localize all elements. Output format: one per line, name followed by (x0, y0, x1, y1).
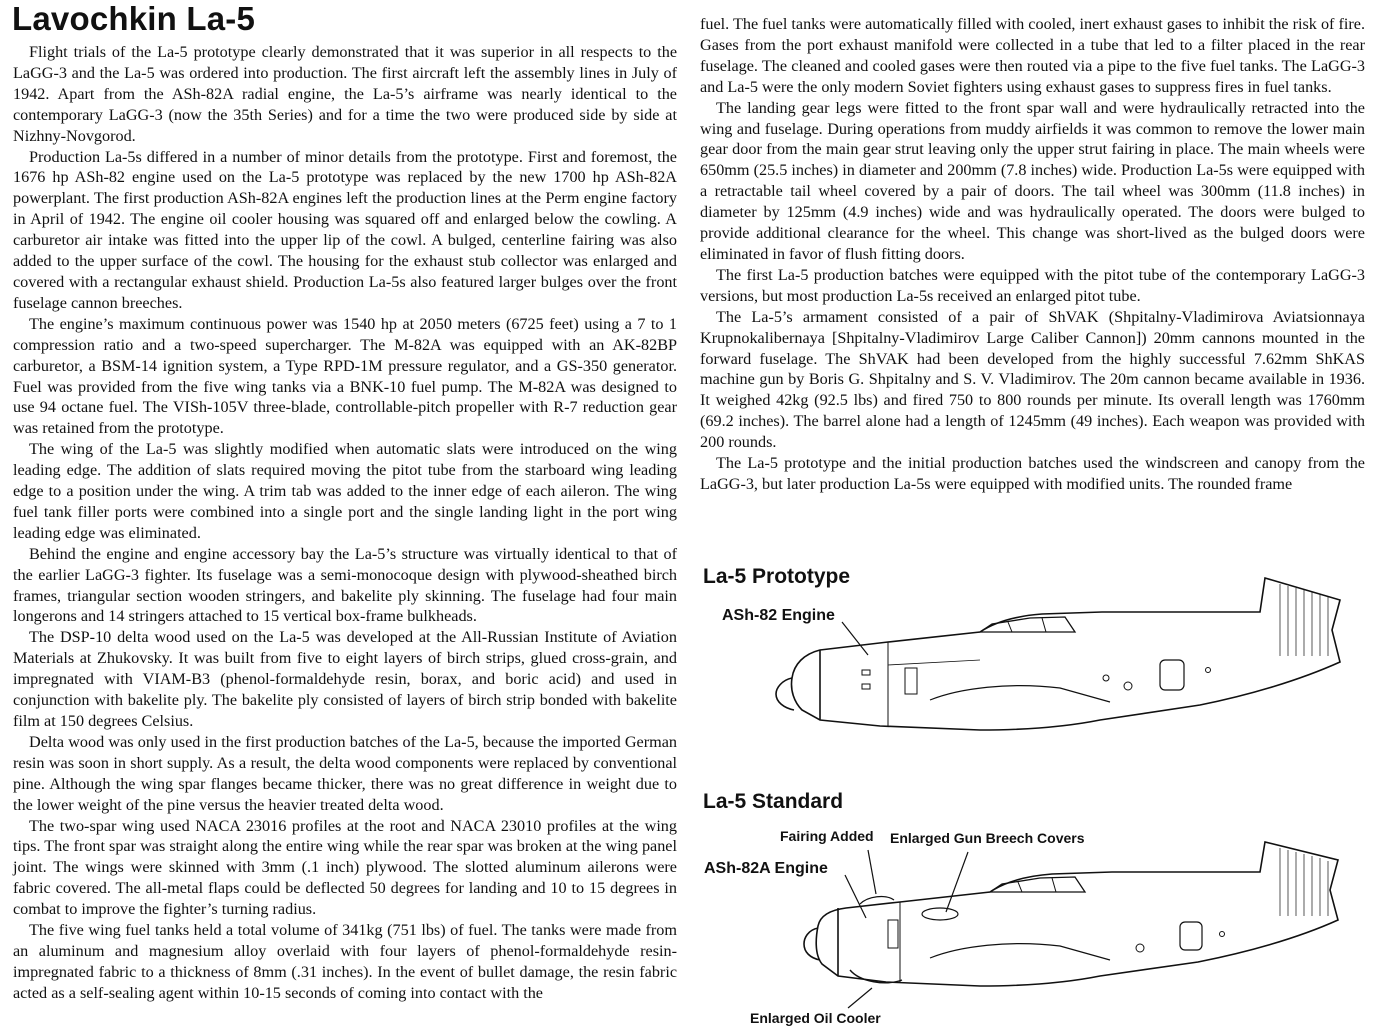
paragraph: Delta wood was only used in the first production batches of the La-5, because the imported German resin was soon in short supply. As a result, the delta wood components were replaced by conventional pine. Although the wing spar flanges became thicker, there was no great difference in weight due to the lower weight of the pine versus the heavier treated delta wood. (13, 732, 677, 814)
paragraph: Flight trials of the La-5 prototype clearly demonstrated that it was superior in all respects to the LaGG-3 and the La-5 was ordered into production. The first aircraft left the assembly lines in July of 1942. Apart from the ASh-82A radial engine, the La-5’s airframe was nearly identical to the contemporary LaGG-3 (now the 35th Series) and for a time the two were produced side by side at Nizhny-Novgorod. (13, 43, 677, 145)
oil-cooler-callout: Enlarged Oil Cooler (750, 1010, 881, 1026)
fairing-added-callout: Fairing Added (780, 828, 874, 844)
paragraph: The landing gear legs were fitted to the front spar wall and were hydraulically retracted into the wing and fuselage. During operations from muddy airfields it was common to remove the lower main gear door from the main gear strut leaving only the upper strut fairing in place. The main wheels were 650mm (25.5 inches) in diameter and 200mm (7.8 inches) wide. Production La-5s were equipped with a retractable tail wheel covered by a pair of doors. The tail wheel was 300mm (11.8 inches) in diameter by 125mm (4.9 inches) wide and was hydraulically operated. The doors were bulged to provide additional clearance for the wheel. This change was short-lived as the bulged doors were eliminated in favor of flush fitting doors. (700, 98, 1365, 263)
paragraph: The La-5 prototype and the initial production batches used the windscreen and canopy from the LaGG-3, but later production La-5s were equipped with modified units. The rounded frame (700, 454, 1365, 493)
paragraph: The DSP-10 delta wood used on the La-5 was developed at the All-Russian Institute of Aviation Materials at Zhukovsky. It was built from five to eight layers of birch strips, glued cross-grain, and impregnated with VIAM-B3 (phenol-formaldehyde resin, borax, and boric acid) and used in conjunction with bakelite ply. The bakelite ply consisted of layers of birch strip bonded with bakelite film at 150 degrees Celsius. (13, 628, 677, 730)
paragraph: The five wing fuel tanks held a total volume of 341kg (751 lbs) of fuel. The tanks were made from an aluminum and magnesium alloy overlaid with four layers of phenol-formaldehyde resin-impregnated fabric to a thickness of 8mm (.31 inches). In the event of bullet damage, the resin fabric acted as a self-sealing agent within 10-15 seconds of coming into contact with the (13, 921, 677, 1002)
paragraph: The first La-5 production batches were equipped with the pitot tube of the contemporary LaGG-3 versions, but most production La-5s received an enlarged pitot tube. (700, 265, 1365, 305)
standard-figure-title: La-5 Standard (703, 790, 844, 813)
gun-breech-callout: Enlarged Gun Breech Covers (890, 830, 1085, 846)
left-text-column (13, 42, 677, 1004)
paragraph: The wing of the La-5 was slightly modified when automatic slats were introduced on the wing leading edge. The addition of slats required moving the pitot tube from the starboard wing leading edge to a position under the wing. A trim tab was added to the inner edge of each aileron. The wing fuel tank filler ports were combined into a single port and the single landing light in the port wing leading edge was eliminated. (13, 440, 677, 542)
paragraph: Production La-5s differed in a number of minor details from the prototype. First and foremost, the 1676 hp ASh-82 engine used on the La-5 prototype was replaced by the new 1700 hp ASh-82A powerplant. The first production ASh-82A engines left the production lines at the Perm engine factory in April of 1942. The engine oil cooler housing was squared off and enlarged below the cowling. A carburetor air intake was fitted into the upper lip of the cowl. A bulged, centerline fairing was also added to the upper surface of the cowl. The housing for the exhaust stub collector was enlarged and covered with a rectangular exhaust shield. Production La-5s also featured larger bulges over the front fuselage cannon breeches. (13, 147, 677, 312)
la5-standard-drawing (790, 840, 1370, 1020)
right-text-column (700, 14, 1365, 495)
prototype-figure-title: La-5 Prototype (703, 565, 851, 588)
paragraph: The two-spar wing used NACA 23016 profiles at the root and NACA 23010 profiles at the wing tips. The front spar was straight along the entire wing while the rear spar was broken at the wing panel joint. The wings were skinned with 3mm (.1 inch) plywood. The slotted aluminum ailerons were fabric covered. The all-metal flaps could be deflected 50 degrees for landing and 10 to 15 degrees in combat to improve the fighter’s turning radius. (13, 816, 677, 919)
page-title: Lavochkin La-5 (12, 0, 256, 37)
paragraph: Behind the engine and engine accessory bay the La-5’s structure was virtually identical to that of the earlier LaGG-3 fighter. Its fuselage was a semi-monocoque design with plywood-sheathed birch frames, triangular section wooden stringers, and bakelite ply skinning. The fuselage had four main longerons and 14 stringers attached to 15 vertical box-frame bulkheads. (13, 544, 677, 626)
paragraph: The engine’s maximum continuous power was 1540 hp at 2050 meters (6725 feet) using a 7 to 1 compression ratio and a two-speed supercharger. The M-82A was equipped with an AK-82BP carburetor, a BSM-14 ignition system, a Type RPD-1M pressure regulator, and a GS-350 generator. Fuel was provided from the five wing tanks via a BNK-10 fuel pump. The M-82A was designed to use 94 octane fuel. The VISh-105V three-blade, controllable-pitch propeller with R-7 reduction gear was retained from the prototype. (13, 314, 677, 438)
standard-engine-callout: ASh-82A Engine (704, 860, 828, 877)
paragraph: fuel. The fuel tanks were automatically filled with cooled, inert exhaust gases to inhibit the risk of fire. Gases from the port exhaust manifold were collected in a tube that led to a filter placed in the rear fuselage. The cleaned and cooled gases were then routed via a pipe to the five fuel tanks. The LaGG-3 and La-5 were the only modern Soviet fighters using exhaust gases to suppress fires in fuel tanks. (700, 15, 1365, 96)
prototype-engine-callout: ASh-82 Engine (722, 607, 835, 624)
paragraph: The La-5’s armament consisted of a pair of ShVAK (Shpitalny-Vladimirova Aviatsionnaya Krupnokalibernaya [Shpitalny-Vladimirov Large Caliber Cannon]) 20mm cannons mounted in the forward fuselage. The ShVAK had been developed from the highly successful 7.62mm ShKAS machine gun by Boris G. Shpitalny and S. V. Vladimirov. The 20m cannon became available in 1936. It weighed 42kg (92.5 lbs) and fired 750 to 800 rounds per minute. Its overall length was 1760mm (69.2 inches). The barrel alone had a length of 1245mm (49 inches). Each weapon was provided with 200 rounds. (700, 307, 1365, 452)
la5-prototype-drawing (780, 570, 1370, 770)
